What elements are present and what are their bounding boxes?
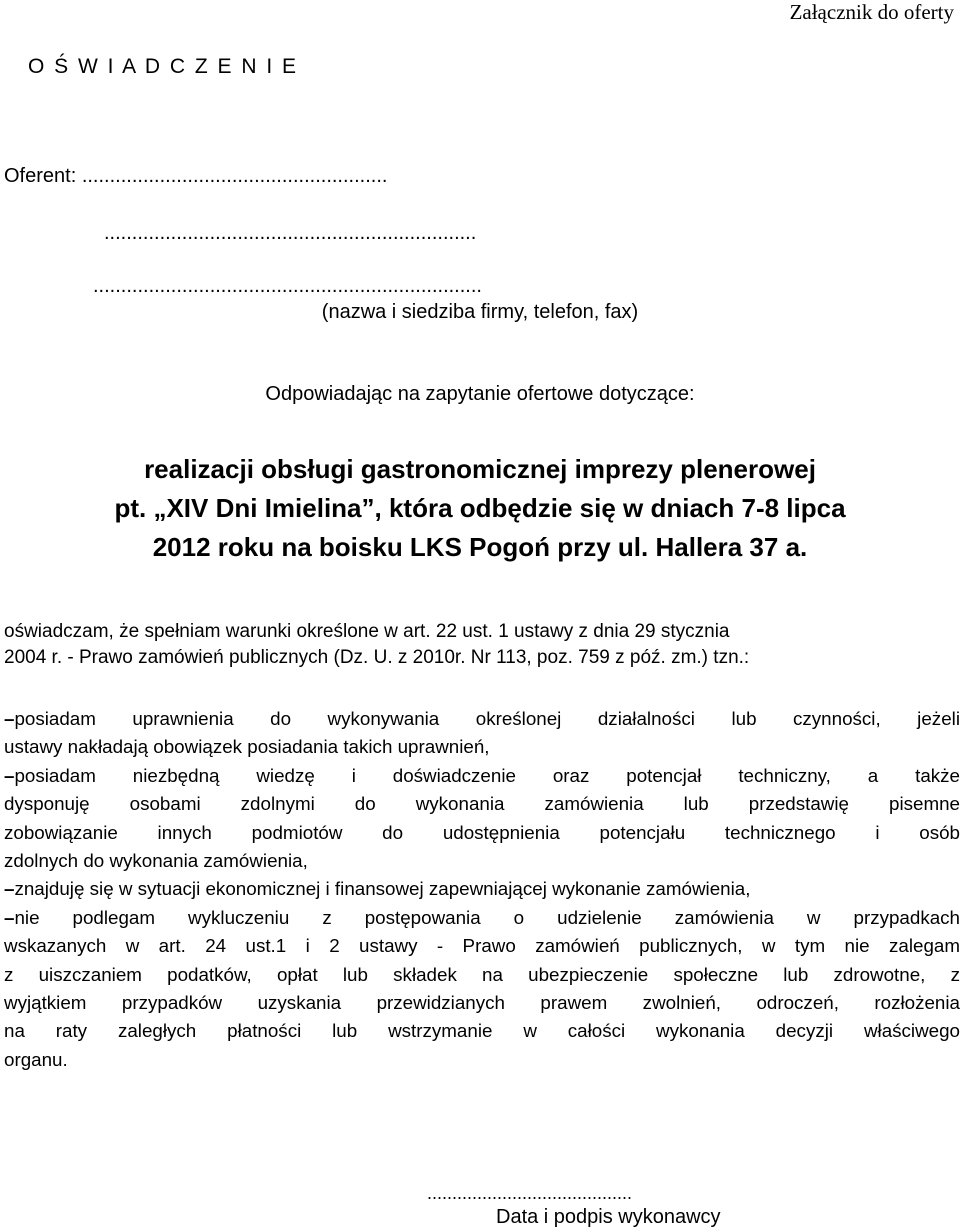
condition-4-line-1: –nie podlegam wykluczeniu z postępowania o udzielenie zamówienia w przypadkach: [4, 906, 960, 928]
attachment-label: Załącznik do oferty: [789, 0, 954, 24]
condition-4-line-4: wyjątkiem przypadków uzyskania przewidzianych prawem zwolnień, odroczeń, rozłożenia: [4, 992, 960, 1014]
document-title: O Ś W I A D C Z E N I E: [28, 55, 299, 78]
signature-caption: Data i podpis wykonawcy: [496, 1206, 721, 1228]
offeror-line: [4, 165, 387, 188]
declaration: [4, 619, 958, 671]
condition-2-line-2: dysponuję osobami zdolnymi do wykonania zamówienia lub przedstawię pisemne: [4, 793, 960, 815]
condition-4-line-2: wskazanych w art. 24 ust.1 i 2 ustawy - Prawo zamówień publicznych, w tym nie zalegam: [4, 935, 960, 957]
event-line-2: pt. „XIV Dni Imielina”, która odbędzie się w dniach 7-8 lipca: [114, 493, 846, 523]
offeror-dots-1: .......................................................: [76, 165, 388, 187]
condition-4-line-5: na raty zaległych płatności lub wstrzymanie w całości wykonania decyzji właściwego: [4, 1020, 960, 1042]
condition-2-line-4: zdolnych do wykonania zamówienia,: [4, 850, 308, 872]
dash-bullet: –: [4, 708, 15, 729]
dash-bullet: –: [4, 906, 15, 928]
condition-2-line-1: –posiadam niezbędną wiedzę i doświadczenie oraz potencjał techniczny, a także: [4, 764, 960, 786]
condition-1-line-1: –posiadam uprawnienia do wykonywania określonej działalności lub czynności, jeżeli: [4, 708, 960, 729]
signature-dots: .........................................: [427, 1183, 633, 1203]
condition-2-line-3: zobowiązanie innych podmiotów do udostępnienia potencjału technicznego i osób: [4, 821, 960, 843]
declaration-line-1: oświadczam, że spełniam warunki określone w art. 22 ust. 1 ustawy z dnia 29 stycznia: [4, 621, 730, 642]
condition-1-line-2: ustawy nakładają obowiązek posiadania takich uprawnień,: [4, 736, 490, 758]
condition-3-line-1: –znajduję się w sytuacji ekonomicznej i finansowej zapewniającej wykonanie zamówienia,: [4, 878, 751, 900]
event-description: [0, 450, 960, 567]
offeror-dots-2: ...................................................................: [104, 222, 477, 244]
responding-line: Odpowiadając na zapytanie ofertowe dotyczące:: [265, 383, 695, 405]
offeror-caption: (nazwa i siedziba firmy, telefon, fax): [321, 301, 639, 323]
condition-4-line-6: organu.: [4, 1048, 68, 1070]
offeror-label: Oferent:: [4, 165, 77, 187]
offeror-dots-3: ......................................................................: [93, 275, 482, 297]
event-line-1: realizacji obsługi gastronomicznej imprezy plenerowej: [144, 454, 816, 484]
dash-bullet: –: [4, 878, 15, 900]
conditions-list: [4, 705, 960, 1074]
condition-4-line-3: z uiszczaniem podatków, opłat lub składek na ubezpieczenie społeczne lub zdrowotne, z: [4, 963, 960, 985]
declaration-line-2: 2004 r. - Prawo zamówień publicznych (Dz. U. z 2010r. Nr 113, poz. 759 z póź. zm.) tzn.:: [4, 647, 750, 668]
event-line-3: 2012 roku na boisku LKS Pogoń przy ul. Hallera 37 a.: [152, 532, 808, 562]
dash-bullet: –: [4, 764, 15, 786]
